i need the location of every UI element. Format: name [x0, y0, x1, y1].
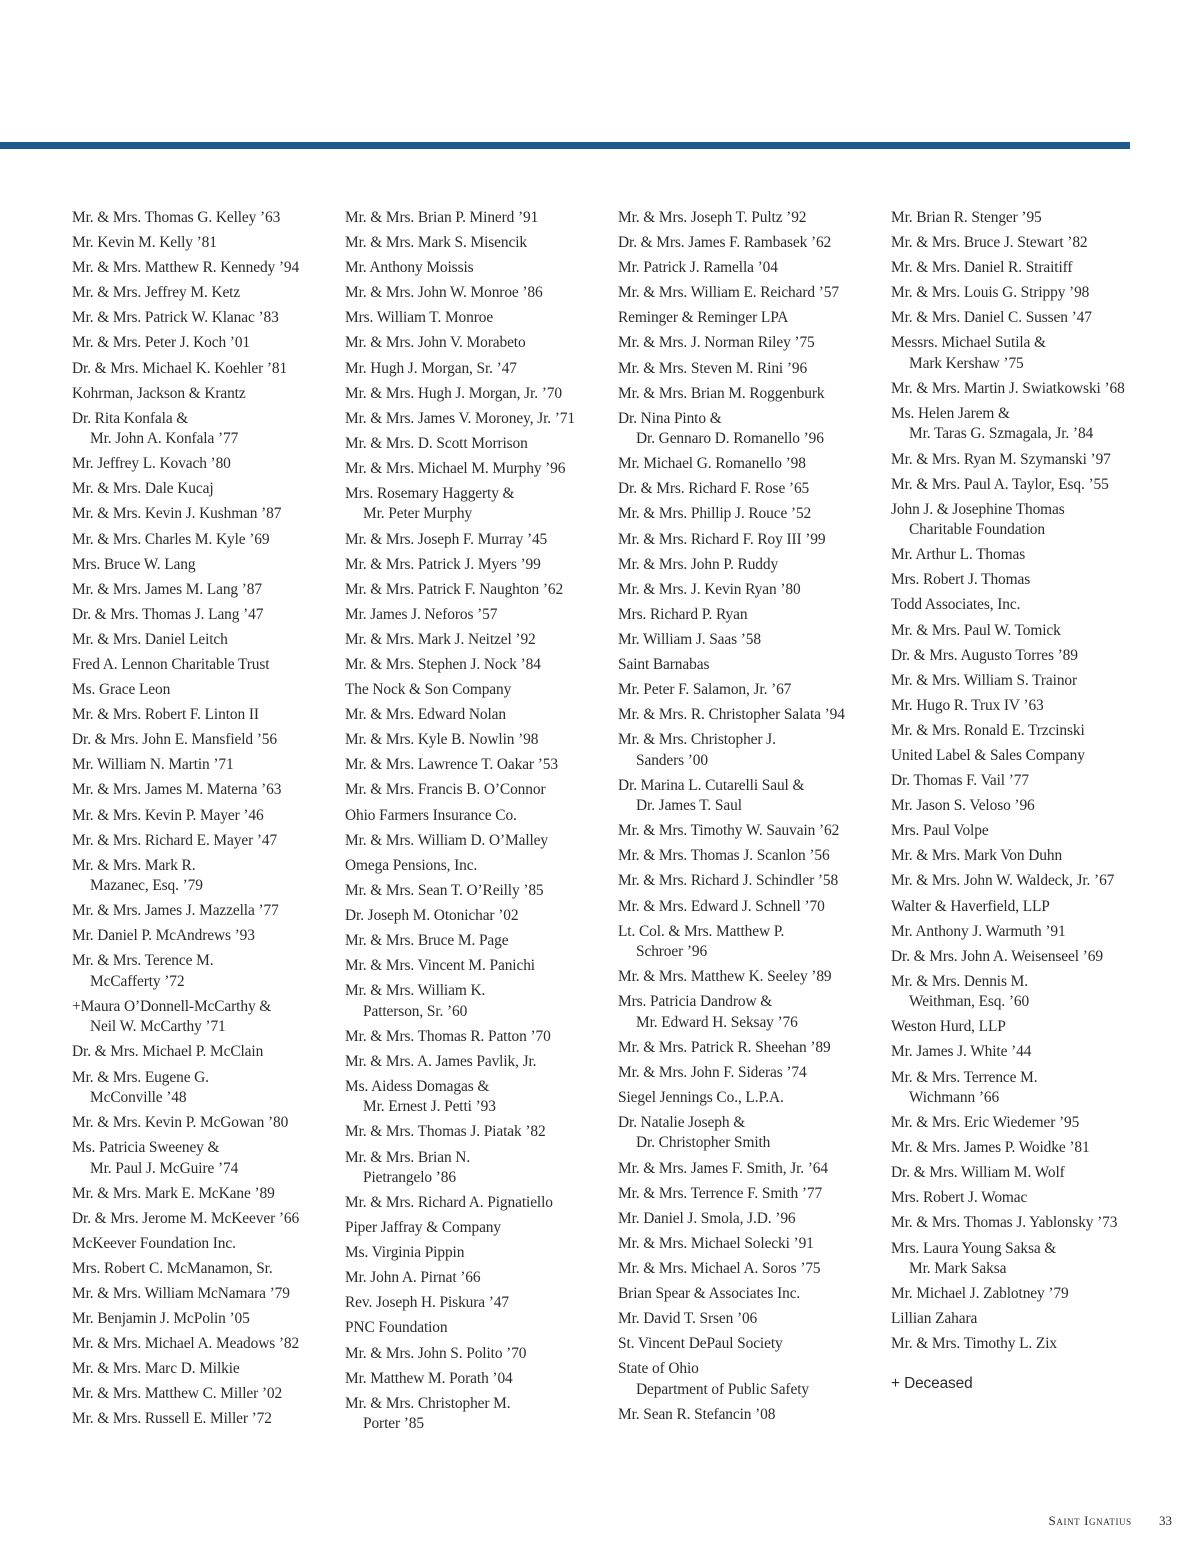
- donor-entry: Mr. & Mrs. Joseph F. Murray ’45: [345, 530, 548, 548]
- donor-entry: Mr. & Mrs. John W. Monroe ’86: [345, 284, 543, 302]
- donor-entry: Mr. & Mrs. Christopher M. Porter ’85: [345, 1394, 511, 1433]
- donor-entry: Mr. & Mrs. Bruce M. Page: [345, 932, 509, 950]
- donor-entry: Mr. Jeffrey L. Kovach ’80: [72, 455, 231, 473]
- donor-entry: Messrs. Michael Sutila & Mark Kershaw ’75: [891, 334, 1046, 372]
- donor-entry: Saint Barnabas: [618, 656, 710, 673]
- donor-entry: Mr. & Mrs. Thomas J. Piatak ’82: [345, 1123, 546, 1141]
- donor-entry: Fred A. Lennon Charitable Trust: [72, 656, 270, 673]
- donor-entry: Mr. & Mrs. Timothy L. Zix: [891, 1335, 1057, 1353]
- donor-entry: Mr. & Mrs. Thomas J. Scanlon ’56: [618, 847, 830, 865]
- donor-entry: Dr. Marina L. Cutarelli Saul & Dr. James T. Saul: [618, 776, 805, 815]
- donor-entry: Mr. & Mrs. Mark E. McKane ’89: [72, 1184, 275, 1202]
- donor-entry: PNC Foundation: [345, 1319, 448, 1337]
- donor-entry: Mr. & Mrs. Patrick F. Naughton ’62: [345, 580, 564, 598]
- donor-entry: Mr. & Mrs. Daniel Leitch: [72, 630, 228, 648]
- donor-column-3: [618, 208, 880, 1430]
- donor-entry: Dr. Rita Konfala & Mr. John A. Konfala ’77: [72, 409, 239, 448]
- donor-entry: Mr. & Mrs. John V. Morabeto: [345, 334, 526, 352]
- donor-entry: Mr. & Mrs. Christopher J. Sanders ’00: [618, 731, 776, 769]
- donor-entry: Mr. & Mrs. Mark S. Misencik: [345, 234, 527, 252]
- donor-entry: Mrs. Laura Young Saksa & Mr. Mark Saksa: [891, 1239, 1057, 1277]
- donor-entry: Mr. William N. Martin ’71: [72, 756, 234, 774]
- donor-entry: Mr. & Mrs. Eric Wiedemer ’95: [891, 1114, 1080, 1132]
- donor-entry: Weston Hurd, LLP: [891, 1018, 1006, 1036]
- donor-entry: Mr. James J. Neforos ’57: [345, 605, 498, 623]
- donor-entry: Mr. & Mrs. Matthew C. Miller ’02: [72, 1385, 283, 1403]
- donor-entry: Mr. Matthew M. Porath ’04: [345, 1369, 513, 1387]
- donor-entry: Mr. Anthony Moissis: [345, 259, 474, 277]
- donor-entry: Mr. & Mrs. Mark R. Mazanec, Esq. ’79: [72, 856, 203, 895]
- donor-entry: Mr. & Mrs. William K. Patterson, Sr. ’60: [345, 982, 486, 1020]
- donor-entry: Mr. & Mrs. James P. Woidke ’81: [891, 1139, 1090, 1157]
- donor-entry: Dr. & Mrs. Augusto Torres ’89: [891, 646, 1078, 664]
- donor-entry: Mr. & Mrs. James F. Smith, Jr. ’64: [618, 1159, 829, 1177]
- donor-entry: Mr. & Mrs. Steven M. Rini ’96: [618, 359, 808, 377]
- donor-entry: Dr. & Mrs. Michael P. McClain: [72, 1043, 264, 1061]
- donor-entry: Mr. & Mrs. Dale Kucaj: [72, 480, 214, 498]
- donor-entry: Mr. & Mrs. Michael Solecki ’91: [618, 1234, 814, 1252]
- donor-entry: Mr. & Mrs. Thomas J. Yablonsky ’73: [891, 1214, 1118, 1232]
- donor-entry: Mrs. Rosemary Haggerty & Mr. Peter Murphy: [345, 485, 515, 523]
- donor-entry: Mr. & Mrs. Matthew R. Kennedy ’94: [72, 259, 300, 277]
- donor-entry: Ohio Farmers Insurance Co.: [345, 806, 517, 824]
- deceased-legend: + Deceased: [891, 1374, 973, 1392]
- donor-entry: Mr. & Mrs. John S. Polito ’70: [345, 1344, 527, 1362]
- donor-entry: Ms. Patricia Sweeney & Mr. Paul J. McGuire ’74: [72, 1139, 239, 1177]
- donor-entry: Mr. John A. Pirnat ’66: [345, 1269, 481, 1287]
- donor-column-4: [891, 208, 1153, 1394]
- page-number: 33: [1159, 1513, 1172, 1528]
- donor-entry: Mr. & Mrs. Jeffrey M. Ketz: [72, 284, 241, 302]
- footer-organization: Saint Ignatius: [1048, 1513, 1132, 1528]
- donor-entry: Mr. Hugh J. Morgan, Sr. ’47: [345, 359, 517, 377]
- donor-entry: Mrs. Bruce W. Lang: [72, 555, 196, 573]
- donor-entry: Mr. & Mrs. Hugh J. Morgan, Jr. ’70: [345, 384, 562, 402]
- donor-entry: Mr. & Mrs. J. Norman Riley ’75: [618, 334, 815, 352]
- donor-entry: Mr. & Mrs. Matthew K. Seeley ’89: [618, 968, 832, 986]
- donor-entry: Mr. & Mrs. Thomas R. Patton ’70: [345, 1027, 551, 1045]
- donor-entry: The Nock & Son Company: [345, 681, 512, 699]
- donor-entry: Mrs. Robert C. McManamon, Sr.: [72, 1259, 273, 1277]
- donor-entry: Mr. & Mrs. Russell E. Miller ’72: [72, 1410, 272, 1428]
- donor-entry: Dr. & Mrs. James F. Rambasek ’62: [618, 234, 832, 252]
- donor-entry: Mr. & Mrs. Ryan M. Szymanski ’97: [891, 450, 1111, 468]
- donor-entry: Mr. & Mrs. Marc D. Milkie: [72, 1360, 240, 1378]
- donor-entry: Mr. Michael J. Zablotney ’79: [891, 1285, 1069, 1302]
- donor-entry: Mr. & Mrs. William S. Trainor: [891, 671, 1078, 689]
- donor-entry: Mrs. Richard P. Ryan: [618, 605, 748, 623]
- donor-entry: Mr. & Mrs. Kyle B. Nowlin ’98: [345, 731, 539, 749]
- donor-entry: Mr. & Mrs. Peter J. Koch ’01: [72, 334, 251, 352]
- donor-entry: Mr. Brian R. Stenger ’95: [891, 209, 1042, 226]
- donor-entry: Mr. & Mrs. Michael M. Murphy ’96: [345, 459, 566, 477]
- donor-entry: Mr. & Mrs. Kevin J. Kushman ’87: [72, 505, 282, 523]
- donor-entry: Mr. & Mrs. Eugene G. McConville ’48: [72, 1068, 209, 1106]
- donor-entry: Mr. David T. Srsen ’06: [618, 1310, 758, 1328]
- donor-entry: Mr. & Mrs. James M. Materna ’63: [72, 781, 282, 799]
- donor-entry: Mr. & Mrs. Paul W. Tomick: [891, 621, 1061, 639]
- donor-entry: Mr. & Mrs. Michael A. Meadows ’82: [72, 1335, 300, 1353]
- donor-entry: Todd Associates, Inc.: [891, 596, 1021, 614]
- donor-entry: Mr. Patrick J. Ramella ’04: [618, 259, 778, 277]
- donor-entry: State of Ohio Department of Public Safety: [618, 1360, 809, 1398]
- donor-entry: Mrs. Robert J. Womac: [891, 1189, 1028, 1207]
- donor-entry: Mr. & Mrs. Timothy W. Sauvain ’62: [618, 822, 840, 840]
- donor-entry: Mr. & Mrs. Terence M. McCafferty ’72: [72, 952, 214, 990]
- donor-entry: Mr. & Mrs. Paul A. Taylor, Esq. ’55: [891, 475, 1109, 493]
- donor-entry: Mr. & Mrs. Richard A. Pignatiello: [345, 1194, 553, 1211]
- donor-entry: Mr. & Mrs. R. Christopher Salata ’94: [618, 706, 845, 724]
- donor-entry: Dr. & Mrs. John E. Mansfield ’56: [72, 731, 277, 749]
- donor-entry: Mr. & Mrs. Richard E. Mayer ’47: [72, 831, 278, 849]
- donor-entry: Dr. Nina Pinto & Dr. Gennaro D. Romanello ’96: [618, 409, 824, 448]
- donor-entry: Mr. Michael G. Romanello ’98: [618, 455, 806, 473]
- donor-entry: Dr. Joseph M. Otonichar ’02: [345, 906, 519, 924]
- donor-entry: Mr. & Mrs. Brian N. Pietrangelo ’86: [345, 1148, 471, 1186]
- donor-entry: Mr. & Mrs. John W. Waldeck, Jr. ’67: [891, 872, 1115, 890]
- donor-entry: Mr. & Mrs. Kevin P. Mayer ’46: [72, 806, 264, 824]
- donor-entry: Mr. & Mrs. Richard F. Roy III ’99: [618, 530, 826, 548]
- donor-entry: Mr. & Mrs. Ronald E. Trzcinski: [891, 721, 1085, 739]
- donor-entry: Mr. & Mrs. John P. Ruddy: [618, 555, 779, 573]
- donor-entry: Walter & Haverfield, LLP: [891, 897, 1050, 915]
- donor-entry: Mr. Benjamin J. McPolin ’05: [72, 1310, 250, 1328]
- donor-entry: Mr. & Mrs. Mark J. Neitzel ’92: [345, 630, 536, 648]
- donor-entry: Mr. Anthony J. Warmuth ’91: [891, 922, 1066, 940]
- donor-entry: Ms. Aidess Domagas & Mr. Ernest J. Petti ’93: [345, 1077, 496, 1116]
- donor-entry: Dr. & Mrs. Jerome M. McKeever ’66: [72, 1209, 300, 1227]
- donor-entry: Mr. & Mrs. Edward J. Schnell ’70: [618, 897, 825, 915]
- donor-entry: Mr. & Mrs. A. James Pavlik, Jr.: [345, 1052, 537, 1070]
- donor-entry: Mr. & Mrs. Francis B. O’Connor: [345, 781, 546, 799]
- donor-entry: Mr. Sean R. Stefancin ’08: [618, 1405, 776, 1423]
- donor-column-2: [345, 208, 607, 1439]
- donor-entry: Siegel Jennings Co., L.P.A.: [618, 1088, 784, 1106]
- donor-entry: Lillian Zahara: [891, 1310, 978, 1328]
- donor-entry: Mr. & Mrs. Charles M. Kyle ’69: [72, 530, 270, 548]
- donor-entry: Mr. & Mrs. Mark Von Duhn: [891, 847, 1063, 865]
- donor-entry: Mr. & Mrs. Phillip J. Rouce ’52: [618, 505, 812, 523]
- donor-entry: McKeever Foundation Inc.: [72, 1234, 236, 1252]
- header-rule: [0, 142, 1130, 149]
- donor-entry: Mr. Arthur L. Thomas: [891, 546, 1026, 564]
- donor-entry: Mr. & Mrs. Patrick J. Myers ’99: [345, 555, 541, 573]
- donor-entry: Ms. Grace Leon: [72, 681, 171, 699]
- donor-entry: Mr. Jason S. Veloso ’96: [891, 797, 1035, 815]
- donor-entry: Lt. Col. & Mrs. Matthew P. Schroer ’96: [618, 922, 785, 961]
- donor-entry: Mr. & Mrs. Vincent M. Panichi: [345, 957, 535, 975]
- donor-entry: Mr. & Mrs. Daniel R. Straitiff: [891, 259, 1073, 277]
- donor-entry: Mrs. Paul Volpe: [891, 822, 989, 840]
- donor-entry: Mr. Peter F. Salamon, Jr. ’67: [618, 681, 792, 699]
- donor-entry: Dr. & Mrs. William M. Wolf: [891, 1164, 1065, 1182]
- donor-entry: Mr. & Mrs. Terrence M. Wichmann ’66: [891, 1068, 1038, 1106]
- donor-entry: Mr. Daniel J. Smola, J.D. ’96: [618, 1209, 796, 1227]
- donor-entry: Mr. & Mrs. Dennis M. Weithman, Esq. ’60: [891, 972, 1030, 1011]
- donor-entry: Ms. Virginia Pippin: [345, 1244, 465, 1262]
- donor-entry: Mr. & Mrs. Lawrence T. Oakar ’53: [345, 756, 558, 774]
- donor-entry: Reminger & Reminger LPA: [618, 309, 789, 327]
- donor-list: [72, 208, 1142, 1458]
- donor-entry: Mr. & Mrs. J. Kevin Ryan ’80: [618, 580, 801, 598]
- donor-entry: Dr. & Mrs. Richard F. Rose ’65: [618, 480, 810, 498]
- donor-entry: Mr. & Mrs. Louis G. Strippy ’98: [891, 284, 1090, 302]
- donor-entry: Omega Pensions, Inc.: [345, 856, 478, 874]
- donor-entry: Dr. & Mrs. Michael K. Koehler ’81: [72, 359, 288, 377]
- donor-entry: Mr. & Mrs. Sean T. O’Reilly ’85: [345, 881, 544, 899]
- donor-entry: Mr. & Mrs. Thomas G. Kelley ’63: [72, 209, 281, 226]
- donor-entry: Dr. & Mrs. Thomas J. Lang ’47: [72, 605, 264, 623]
- donor-entry: John J. & Josephine Thomas Charitable Foundation: [891, 500, 1065, 539]
- donor-entry: Ms. Helen Jarem & Mr. Taras G. Szmagala, Jr. ’84: [891, 405, 1094, 443]
- donor-column-1: [72, 208, 334, 1435]
- donor-entry: Mr. Kevin M. Kelly ’81: [72, 234, 217, 252]
- donor-entry: Mr. William J. Saas ’58: [618, 630, 762, 648]
- donor-entry: Mr. & Mrs. William E. Reichard ’57: [618, 284, 839, 302]
- donor-entry: Mr. & Mrs. William McNamara ’79: [72, 1285, 290, 1302]
- donor-entry: Dr. & Mrs. John A. Weisenseel ’69: [891, 947, 1103, 965]
- donor-entry: United Label & Sales Company: [891, 747, 1085, 764]
- donor-entry: Mr. & Mrs. Richard J. Schindler ’58: [618, 872, 839, 890]
- donor-entry: Mrs. William T. Monroe: [345, 309, 494, 327]
- donor-entry: Mrs. Robert J. Thomas: [891, 571, 1031, 589]
- donor-entry: Mr. & Mrs. Michael A. Soros ’75: [618, 1259, 821, 1277]
- donor-entry: Mr. & Mrs. D. Scott Morrison: [345, 434, 528, 452]
- donor-entry: Mr. & Mrs. James M. Lang ’87: [72, 580, 262, 598]
- donor-entry: Mr. & Mrs. Martin J. Swiatkowski ’68: [891, 379, 1125, 397]
- donor-entry: Mrs. Patricia Dandrow & Mr. Edward H. Seksay ’76: [618, 993, 798, 1031]
- donor-entry: Mr. & Mrs. Patrick R. Sheehan ’89: [618, 1038, 831, 1056]
- donor-entry: Mr. & Mrs. Robert F. Linton II: [72, 706, 259, 724]
- donor-entry: Rev. Joseph H. Piskura ’47: [345, 1294, 509, 1312]
- donor-entry: Mr. & Mrs. Terrence F. Smith ’77: [618, 1184, 823, 1202]
- donor-entry: Mr. & Mrs. William D. O’Malley: [345, 831, 548, 849]
- donor-entry: Mr. & Mrs. Patrick W. Klanac ’83: [72, 309, 279, 327]
- donor-entry: Mr. & Mrs. Stephen J. Nock ’84: [345, 656, 541, 673]
- donor-entry: Mr. & Mrs. James V. Moroney, Jr. ’71: [345, 409, 575, 427]
- donor-entry: Mr. & Mrs. Bruce J. Stewart ’82: [891, 234, 1088, 252]
- donor-entry: Piper Jaffray & Company: [345, 1219, 501, 1237]
- donor-entry: Mr. & Mrs. Brian P. Minerd ’91: [345, 209, 539, 226]
- donor-entry: +Maura O’Donnell-McCarthy & Neil W. McCarthy ’71: [72, 997, 272, 1036]
- donor-entry: Kohrman, Jackson & Krantz: [72, 384, 246, 402]
- donor-entry: Brian Spear & Associates Inc.: [618, 1285, 801, 1302]
- donor-entry: Dr. Natalie Joseph & Dr. Christopher Smith: [618, 1114, 771, 1152]
- donor-entry: Mr. & Mrs. Brian M. Roggenburk: [618, 384, 825, 402]
- donor-entry: Mr. & Mrs. Daniel C. Sussen ’47: [891, 309, 1092, 327]
- donor-entry: Mr. & Mrs. Edward Nolan: [345, 706, 506, 724]
- donor-entry: Mr. Hugo R. Trux IV ’63: [891, 696, 1044, 714]
- donor-entry: Dr. Thomas F. Vail ’77: [891, 772, 1029, 790]
- donor-entry: Mr. & Mrs. James J. Mazzella ’77: [72, 902, 279, 920]
- donor-entry: Mr. & Mrs. John F. Sideras ’74: [618, 1063, 807, 1081]
- donor-entry: Mr. Daniel P. McAndrews ’93: [72, 927, 255, 945]
- donor-entry: Mr. & Mrs. Kevin P. McGowan ’80: [72, 1114, 289, 1132]
- page-footer: [1049, 1513, 1172, 1529]
- donor-entry: St. Vincent DePaul Society: [618, 1335, 783, 1353]
- donor-entry: Mr. & Mrs. Joseph T. Pultz ’92: [618, 209, 807, 226]
- donor-entry: Mr. James J. White ’44: [891, 1043, 1032, 1061]
